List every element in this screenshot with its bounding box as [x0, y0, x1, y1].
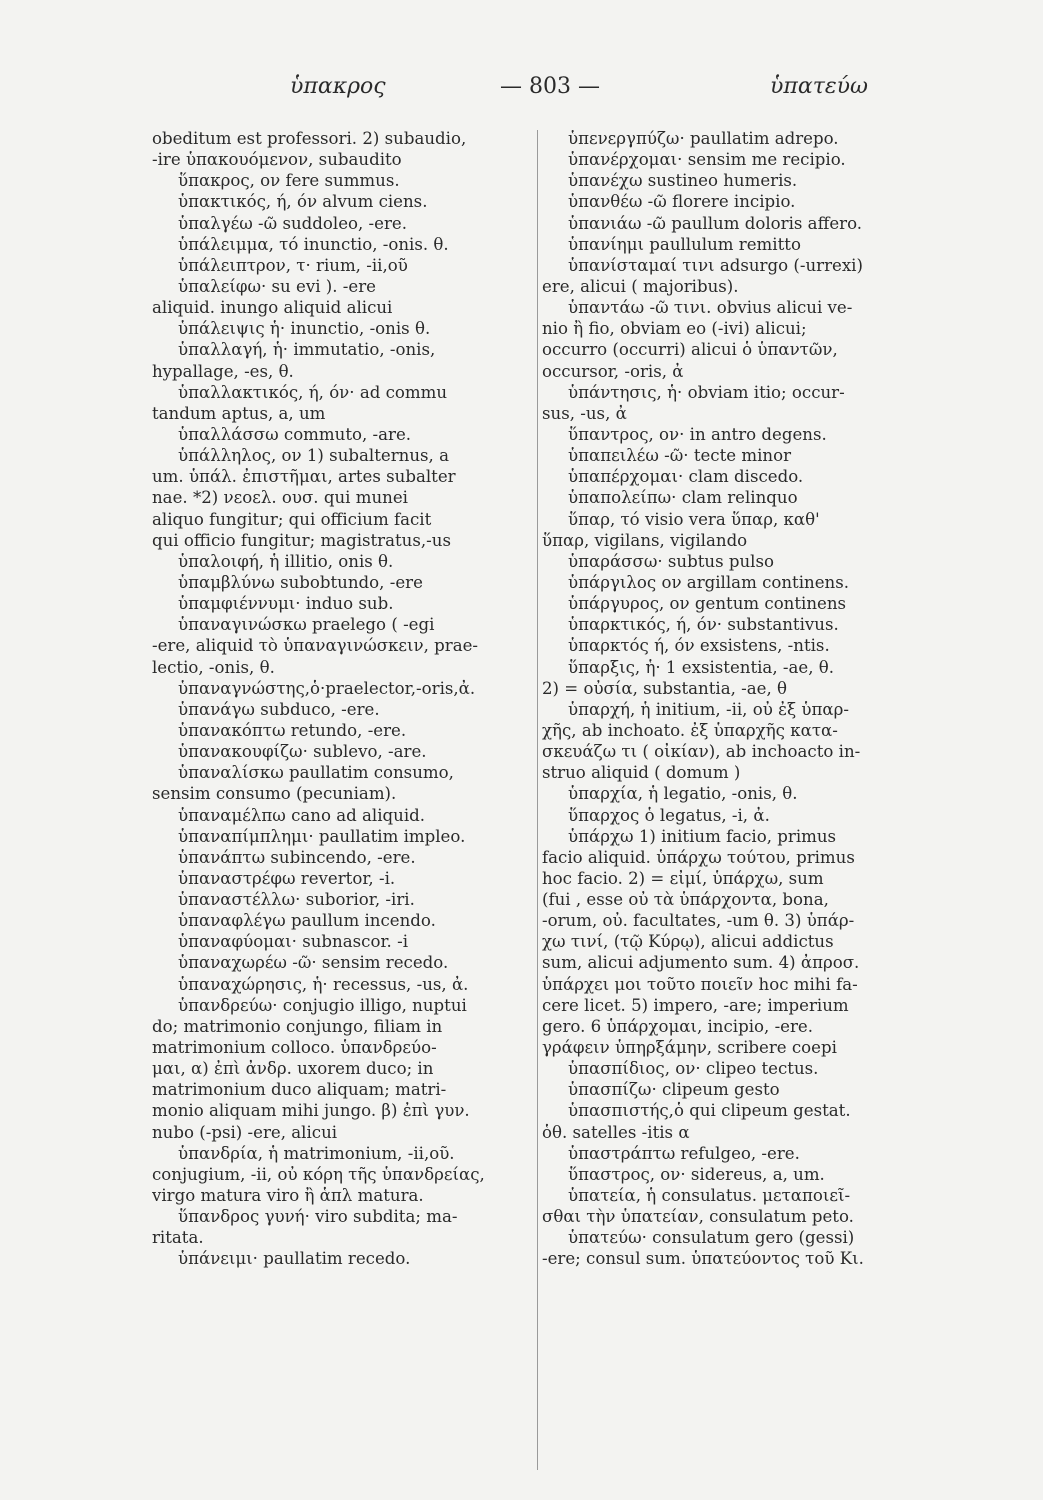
text-line: ὑπαναγνώστης,ὁ·praelector,-oris,ἀ. [178, 678, 476, 698]
header-left-headword: ὑπακρος [290, 74, 386, 99]
text-line: ὑπανιάω -ῶ paullum doloris affero. [568, 213, 863, 233]
text-line: ὑπαπειλέω -ῶ· tecte minor [568, 446, 792, 466]
text-line: gero. 6 ὑπάρχομαι, incipio, -ere. [542, 1016, 814, 1036]
text-line: ὑπάρχει μοι τοῦτο ποιεῖν hoc mihi fa- [542, 974, 858, 994]
text-line: ὑπασπιστής,ὁ qui clipeum gestat. [568, 1101, 851, 1121]
text-line: ὑπανίημι paullulum remitto [568, 234, 801, 254]
text-line: ὁθ. satelles -itis α [542, 1122, 690, 1142]
text-line: ὑπαλλάσσω commuto, -are. [178, 424, 412, 444]
text-line: ὑπανδρία, ἡ matrimonium, -ii,οῦ. [178, 1143, 455, 1163]
text-line: -ire ὑπακουόμενον, subaudito [152, 150, 402, 170]
text-line: ὑπαναπίμπλημι· paullatim impleo. [178, 826, 466, 846]
column-divider [537, 130, 538, 1470]
text-line: ὑπαράσσω· subtus pulso [568, 551, 774, 571]
text-line: ὑπαρχή, ἡ initium, -ii, οὐ ἐξ ὑπαρ- [568, 699, 849, 719]
text-line: ὑπανάπτω subincendo, -ere. [178, 847, 416, 867]
left-column [152, 128, 537, 1270]
text-line: ὑπαναχωρέω -ῶ· sensim recedo. [178, 953, 449, 973]
text-line: ὑπατεύω· consulatum gero (gessi) [568, 1228, 855, 1248]
text-line: aliquid. inungo aliquid alicui [152, 298, 393, 318]
text-line: um. ὑπάλ. ἐπιστῆμαι, artes subalter [152, 467, 456, 487]
header-right-headword: ὑπατεύω [770, 74, 868, 99]
text-line: ὑπαναφλέγω paullum incendo. [178, 911, 436, 931]
text-line: facio aliquid. ὑπάρχω τούτου, primus [542, 847, 855, 867]
text-line: ὑπαναστέλλω· suborior, -iri. [178, 890, 415, 910]
text-line: ὑπαναχώρησις, ἡ· recessus, -us, ἀ. [178, 974, 469, 994]
text-line: ὑπαναφύομαι· subnascor. -i [178, 932, 409, 952]
text-line: ὑπαντάω -ῶ τινι. obvius alicui ve- [568, 298, 853, 318]
text-line: ὑπανάγω subduco, -ere. [178, 699, 380, 719]
text-line: do; matrimonio conjungo, filiam in [152, 1016, 443, 1036]
text-line: ὑπάλειπτρον, τ· rium, -ii,οῦ [178, 255, 408, 275]
text-line: lectio, -onis, θ. [152, 657, 275, 677]
text-line: ὑπανέχω sustineo humeris. [568, 171, 798, 191]
text-line: ὑπαναμέλπω cano ad aliquid. [178, 805, 426, 825]
text-line: monio aliquam mihi jungo. β) ἐπὶ γυν. [152, 1101, 470, 1121]
text-line: ὕπαρ, τό visio vera ὕπαρ, καθ' [568, 509, 820, 529]
text-line: nubo (-psi) -ere, alicui [152, 1122, 338, 1142]
page-header [0, 74, 1043, 104]
text-line: ὑπαλείφω· su evi ). -ere [178, 276, 376, 296]
text-line: ὑπασπίζω· clipeum gesto [568, 1080, 780, 1100]
text-line: ὑπανέρχομαι· sensim me recipio. [568, 150, 846, 170]
text-line: ὕπακρος, ον fere summus. [178, 171, 400, 191]
text-line: γράφειν ὑπηρξάμην, scribere coepi [542, 1038, 837, 1058]
text-line: σκευάζω τι ( οἰκίαν), ab inchoacto in- [542, 742, 861, 762]
text-line: ὑπαλλαγή, ἡ· immutatio, -onis, [178, 340, 436, 360]
text-line: sum, alicui adjumento sum. 4) ἀπροσ. [542, 953, 860, 973]
text-line: -ere; consul sum. ὑπατεύοντος τοῦ Κι. [542, 1249, 864, 1269]
text-line: conjugium, -ii, οὐ κόρη τῆς ὑπανδρείας, [152, 1164, 485, 1184]
text-line: -ere, aliquid τὸ ὑπαναγινώσκειν, prae- [152, 636, 479, 656]
text-line: χω τινί, (τῷ Κύρῳ), alicui addictus [542, 932, 834, 952]
text-line: nae. *2) νεοελ. ουσ. qui munei [152, 488, 408, 508]
text-line: ὑπαπολείπω· clam relinquo [568, 488, 798, 508]
text-line: struo aliquid ( domum ) [542, 763, 741, 783]
text-line: ὑπάρχω 1) initium facio, primus [568, 826, 837, 846]
text-line: ὕπανδρος γυνή· viro subdita; ma- [178, 1207, 458, 1227]
text-line: sus, -us, ἀ [542, 403, 627, 423]
text-line: hoc facio. 2) = εἰμί, ὑπάρχω, sum [542, 868, 824, 888]
text-line: ὑπαμβλύνω subobtundo, -ere [178, 572, 423, 592]
text-line: ere, alicui ( majoribus). [542, 276, 739, 296]
text-line: ὑπανδρεύω· conjugio illigo, nuptui [178, 995, 467, 1015]
text-line: -orum, οὐ. facultates, -um θ. 3) ὑπάρ- [542, 911, 855, 931]
text-line: 2) = οὐσία, substantia, -ae, θ [542, 678, 788, 698]
text-line: ὑπαρκτός ή, όν exsistens, -ntis. [568, 636, 830, 656]
text-line: ὑπαστράπτω refulgeo, -ere. [568, 1143, 800, 1163]
text-line: ὑπάλληλος, ον 1) subalternus, a [178, 446, 449, 466]
text-line: matrimonium colloco. ὑπανδρεύο- [152, 1038, 437, 1058]
text-line: ὑπακτικός, ή, όν alvum ciens. [178, 192, 428, 212]
text-line: ὕπαρ, vigilans, vigilando [542, 530, 748, 550]
text-line: ὑπάντησις, ἡ· obviam itio; occur- [568, 382, 845, 402]
text-line: ὑπανθέω -ῶ florere incipio. [568, 192, 796, 212]
text-line: ὑπάργιλος ον argillam continens. [568, 572, 850, 592]
text-line: χῆς, ab inchoato. ἐξ ὑπαρχῆς κατα- [542, 720, 838, 740]
text-line: matrimonium duco aliquam; matri- [152, 1080, 447, 1100]
text-line: ὑπαναστρέφω revertor, -i. [178, 868, 396, 888]
text-line: ὑπαμφιέννυμι· induo sub. [178, 594, 394, 614]
text-line: ὕπαρχος ὁ legatus, -i, ἀ. [568, 805, 770, 825]
text-line: ὑπάνειμι· paullatim recedo. [178, 1249, 411, 1269]
text-line: ὕπαντρος, ον· in antro degens. [568, 424, 827, 444]
text-line: μαι, α) ἐπὶ ἀνδρ. uxorem duco; in [152, 1059, 434, 1079]
text-line: ὑπανακόπτω retundo, -ere. [178, 720, 407, 740]
text-line: ὑπαναλίσκω paullatim consumo, [178, 763, 454, 783]
text-line: obeditum est professori. 2) subaudio, [152, 129, 467, 148]
text-line: occurro (occurri) alicui ὁ ὑπαντῶν, [542, 340, 838, 360]
text-line: ὑπάργυρος, ον gentum continens [568, 594, 847, 614]
right-column [542, 128, 942, 1270]
text-line: ὑπαρκτικός, ή, όν· substantivus. [568, 615, 839, 635]
text-line: ritata. [152, 1228, 204, 1248]
text-line: qui officio fungitur; magistratus,-us [152, 530, 451, 550]
text-line: ὑπάλειψις ἡ· inunctio, -onis θ. [178, 319, 431, 339]
text-line: sensim consumo (pecuniam). [152, 784, 397, 804]
text-line: σθαι τὴν ὑπατείαν, consulatum peto. [542, 1207, 854, 1227]
text-line: nio ἢ fio, obviam eo (-ivi) alicui; [542, 319, 807, 339]
text-line: cere licet. 5) impero, -are; imperium [542, 995, 849, 1015]
text-line: ὕπαρξις, ἡ· 1 exsistentia, -ae, θ. [568, 657, 835, 677]
text-line: ὕπαστρος, ον· sidereus, a, um. [568, 1164, 825, 1184]
text-line: occursor, -oris, ἀ [542, 361, 684, 381]
text-line: ὑπαλοιφή, ἡ illitio, onis θ. [178, 551, 394, 571]
text-line: ὑπατεία, ἡ consulatus. μεταποιεῖ- [568, 1186, 851, 1206]
text-line: ὑπάλειμμα, τό inunctio, -onis. θ. [178, 234, 449, 254]
text-line: ὑπαλγέω -ῶ suddoleo, -ere. [178, 213, 408, 233]
page-number: — 803 — [500, 74, 600, 99]
text-line: ὑπαπέρχομαι· clam discedo. [568, 467, 804, 487]
text-line: virgo matura viro ἢ ἁπλ matura. [152, 1186, 424, 1206]
text-line: hypallage, -es, θ. [152, 361, 294, 381]
text-line: ὑπανίσταμαί τινι adsurgo (-urrexi) [568, 255, 863, 275]
text-line: ὑπαλλακτικός, ή, όν· ad commu [178, 382, 448, 402]
text-line: ὑπαναγινώσκω praelego ( -egi [178, 615, 435, 635]
text-line: ὑπανακουφίζω· sublevo, -are. [178, 742, 427, 762]
text-line: (fui , esse οὐ τὰ ὑπάρχοντα, bona, [542, 890, 829, 910]
text-line: aliquo fungitur; qui officium facit [152, 509, 432, 529]
text-line: tandum aptus, a, um [152, 403, 326, 423]
text-line: ὑπαρχία, ἡ legatio, -onis, θ. [568, 784, 798, 804]
text-line: ὑπασπίδιος, ον· clipeo tectus. [568, 1059, 819, 1079]
text-line: ὑπενεργπύζω· paullatim adrepo. [568, 129, 839, 148]
